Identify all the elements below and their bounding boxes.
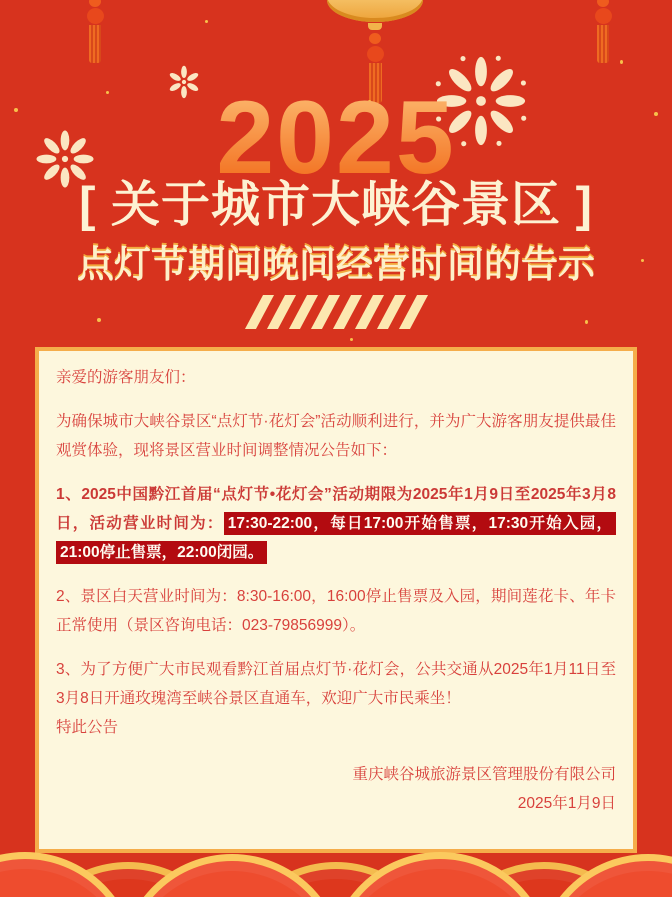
closing-note: 特此公告 xyxy=(56,719,119,736)
poster-title: [ 关于城市大峡谷景区 ] xyxy=(79,178,593,232)
notice-item-2: 2、景区白天营业时间为：8:30-16:00，16:00停止售票及入园，期间莲花卡、年卡正常使用（景区咨询电话：023-79856999）。 xyxy=(56,588,616,634)
signature-date: 2025年1月9日 xyxy=(517,795,616,812)
year-heading: 2025 xyxy=(0,84,672,192)
lantern-bowl xyxy=(327,0,423,22)
notice-item-1 xyxy=(56,480,616,567)
notice-item-3: 3、为了方便广大市民观看黔江首届点灯节·花灯会，公共交通从2025年1月11日至3月8日开通玫瑰湾至峡谷景区直通车，欢迎广大市民乘坐！ xyxy=(56,661,616,707)
notice-card xyxy=(35,347,637,853)
tassel-knob xyxy=(87,8,104,24)
tassel-knob xyxy=(595,8,612,24)
tassel-icon xyxy=(86,0,104,63)
item-1-lead: 1、2025中国黔江首届“点灯节•花灯会”活动期限为2025年1月9日至2025年3月8日，活动营业时间为： xyxy=(56,486,616,532)
slashes-decoration xyxy=(0,294,672,330)
tassel-icon xyxy=(594,0,612,63)
tassel-knob xyxy=(597,0,609,7)
spark-dot xyxy=(350,338,353,341)
tassel-fringe xyxy=(597,25,609,63)
tassel-knob xyxy=(89,0,101,7)
poster-subtitle: 点灯节期间晚间经营时间的告示 xyxy=(77,244,595,285)
item-1-highlighted-hours: 17:30-22:00，每日17:00开始售票，17:30开始入园，21:00停止售票，22:00闭园。 xyxy=(56,512,616,564)
salutation: 亲爱的游客朋友们： xyxy=(56,369,196,386)
lantern-cap xyxy=(368,23,382,30)
signature-company: 重庆峡谷城旅游景区管理股份有限公司 xyxy=(352,766,616,783)
spark-dot xyxy=(205,20,208,23)
spark-dot xyxy=(620,60,623,64)
signature-block xyxy=(56,760,616,818)
lantern-knob xyxy=(369,33,381,44)
tassel-fringe xyxy=(89,25,101,63)
notice-intro: 为确保城市大峡谷景区“点灯节·花灯会”活动顺利进行，并为广大游客朋友提供最佳观赏体验，现将景区营业时间调整情况公告如下： xyxy=(56,413,616,459)
lantern-knob xyxy=(367,46,384,62)
